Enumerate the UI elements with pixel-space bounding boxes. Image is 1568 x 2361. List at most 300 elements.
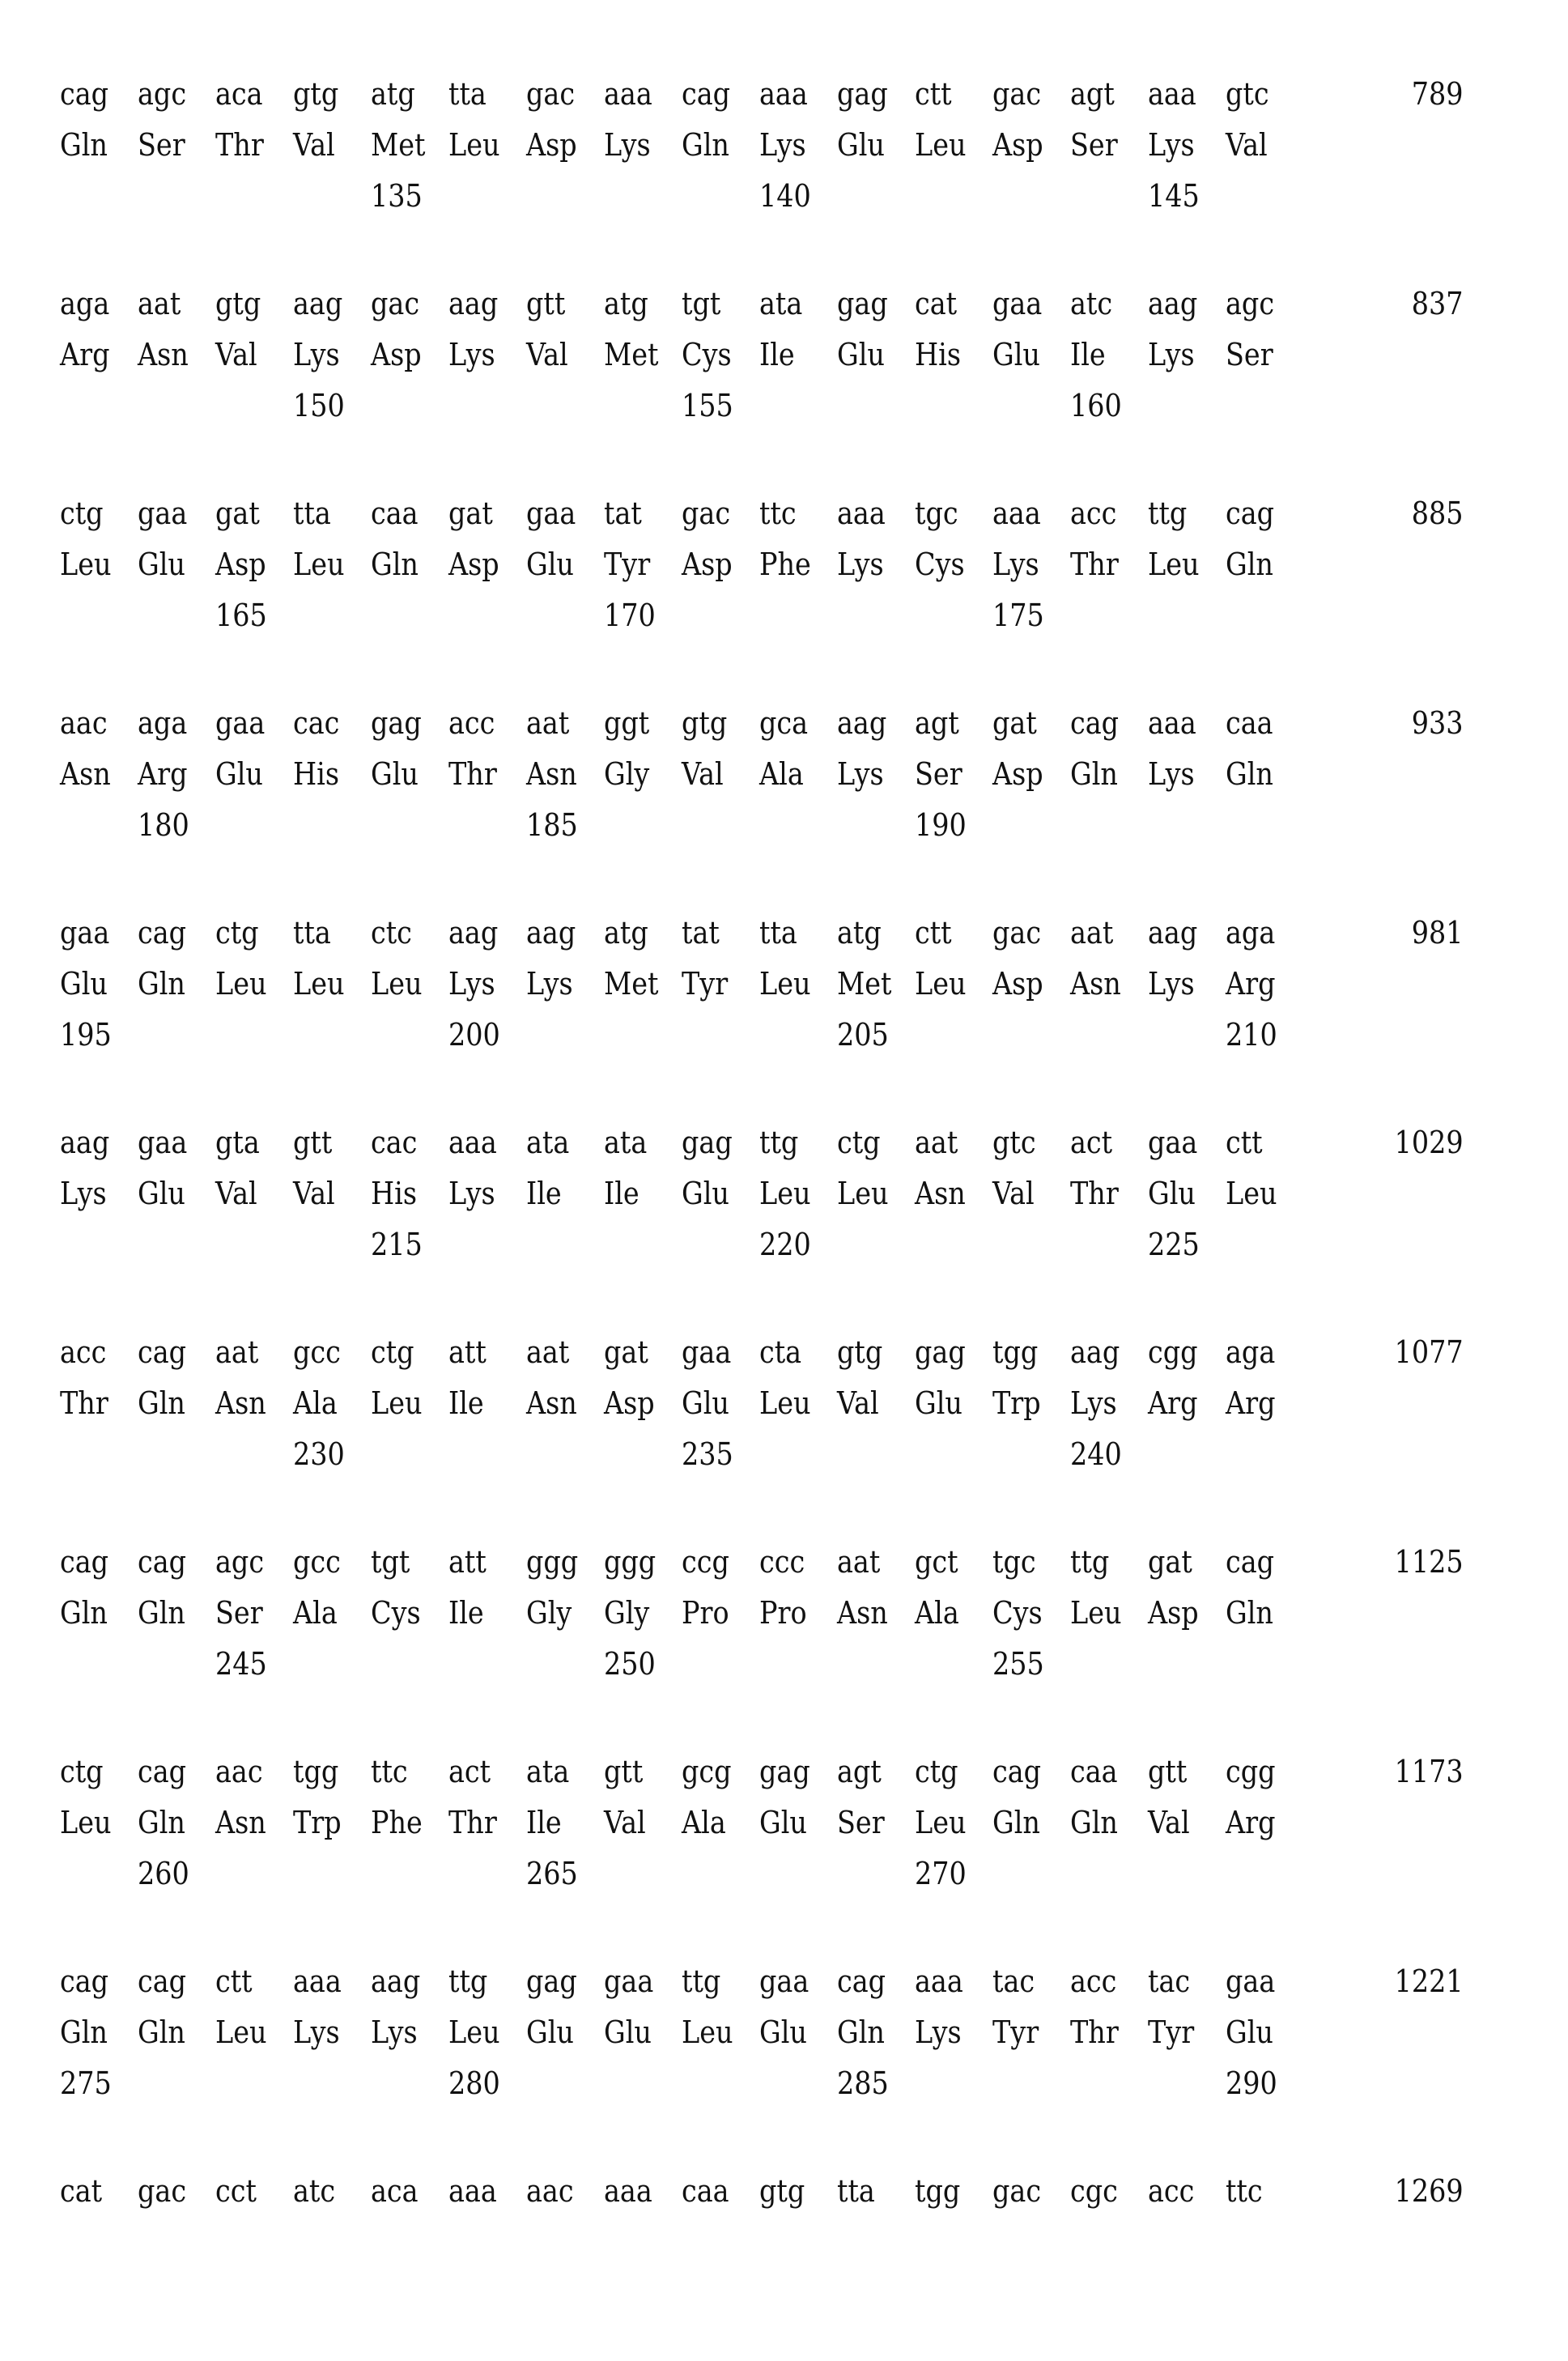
- residue-number: 135: [371, 178, 423, 214]
- codon: aaa: [992, 496, 1041, 531]
- amino-acid: Asp: [1148, 1595, 1199, 1631]
- nucleotide-position: 789: [1412, 76, 1464, 112]
- amino-acid: Asn: [526, 1385, 577, 1421]
- amino-acid: Ser: [1226, 337, 1273, 372]
- amino-acid: Lys: [1148, 966, 1195, 1002]
- codon: ata: [759, 286, 803, 321]
- amino-acid: Met: [604, 966, 659, 1002]
- codon: agt: [1070, 76, 1115, 112]
- amino-acid: Ala: [293, 1595, 338, 1631]
- codon: ctc: [371, 915, 412, 951]
- residue-number: 180: [138, 807, 189, 843]
- codon: cgg: [1148, 1334, 1198, 1370]
- codon: aca: [371, 2173, 419, 2209]
- codon: cag: [60, 1544, 109, 1580]
- codon: gtg: [759, 2173, 805, 2209]
- nucleotide-position: 837: [1412, 286, 1464, 321]
- codon: gag: [915, 1334, 966, 1370]
- codon: gaa: [992, 286, 1043, 321]
- residue-number: 280: [448, 2065, 500, 2101]
- amino-acid: Gln: [1070, 1805, 1118, 1840]
- codon: aca: [215, 76, 263, 112]
- codon: tgg: [293, 1754, 339, 1789]
- codon: cgc: [1070, 2173, 1118, 2209]
- codon: cat: [60, 2173, 103, 2209]
- codon: aat: [526, 1334, 570, 1370]
- codon: gtg: [682, 705, 728, 741]
- codon: gac: [992, 915, 1042, 951]
- codon: gtc: [992, 1125, 1036, 1160]
- codon: atg: [604, 286, 648, 321]
- residue-number: 140: [759, 178, 811, 214]
- amino-acid: Lys: [915, 2014, 962, 2050]
- codon: gag: [837, 286, 888, 321]
- codon: ttc: [1226, 2173, 1263, 2209]
- amino-acid: Leu: [1226, 1176, 1277, 1211]
- amino-acid: Asp: [371, 337, 422, 372]
- codon: acc: [448, 705, 495, 741]
- codon: aga: [1226, 1334, 1276, 1370]
- codon: ctg: [837, 1125, 881, 1160]
- sequence-block: [0, 908, 1568, 1103]
- amino-acid: Val: [604, 1805, 646, 1840]
- codon: gct: [915, 1544, 958, 1580]
- codon: cag: [138, 1754, 187, 1789]
- codon: cag: [992, 1754, 1042, 1789]
- amino-acid: Ile: [1070, 337, 1106, 372]
- amino-acid: Ile: [448, 1595, 484, 1631]
- codon: acc: [1148, 2173, 1195, 2209]
- codon: cag: [682, 76, 731, 112]
- sequence-block: [0, 279, 1568, 474]
- codon: att: [448, 1544, 487, 1580]
- amino-acid: Leu: [293, 966, 345, 1002]
- codon: aat: [526, 705, 570, 741]
- amino-acid: Leu: [915, 1805, 967, 1840]
- residue-number: 210: [1226, 1017, 1277, 1053]
- codon: gca: [759, 705, 809, 741]
- amino-acid: Asn: [526, 756, 577, 792]
- codon: ctg: [60, 496, 104, 531]
- amino-acid: Ser: [837, 1805, 885, 1840]
- codon: aat: [1070, 915, 1114, 951]
- amino-acid: Glu: [1226, 2014, 1273, 2050]
- amino-acid: Tyr: [682, 966, 729, 1002]
- amino-acid: Ser: [215, 1595, 263, 1631]
- amino-acid: Asn: [215, 1385, 266, 1421]
- codon: tta: [293, 496, 331, 531]
- codon: ctt: [915, 76, 952, 112]
- residue-number: 250: [604, 1646, 656, 1682]
- codon: gtc: [1226, 76, 1269, 112]
- amino-acid: Asp: [682, 547, 733, 582]
- codon: ttg: [682, 1963, 721, 1999]
- codon: cat: [915, 286, 958, 321]
- residue-number: 160: [1070, 388, 1122, 423]
- amino-acid: Lys: [1148, 337, 1195, 372]
- codon: act: [1070, 1125, 1113, 1160]
- residue-number: 175: [992, 598, 1044, 633]
- amino-acid: Glu: [759, 2014, 807, 2050]
- codon: tgc: [992, 1544, 1036, 1580]
- codon: aaa: [837, 496, 886, 531]
- amino-acid: Ser: [915, 756, 962, 792]
- nucleotide-position: 1221: [1394, 1963, 1464, 1999]
- amino-acid: Thr: [448, 756, 497, 792]
- residue-number: 165: [215, 598, 267, 633]
- codon: aaa: [293, 1963, 342, 1999]
- amino-acid: Glu: [215, 756, 263, 792]
- sequence-block: [0, 1747, 1568, 1942]
- amino-acid: Val: [293, 1176, 335, 1211]
- amino-acid: His: [293, 756, 340, 792]
- codon: gat: [448, 496, 493, 531]
- amino-acid: Pro: [682, 1595, 729, 1631]
- codon: gag: [526, 1963, 577, 1999]
- codon: gtg: [215, 286, 261, 321]
- codon: aag: [448, 286, 499, 321]
- amino-acid: Gln: [138, 1805, 185, 1840]
- amino-acid: Gly: [604, 1595, 650, 1631]
- codon: aga: [1226, 915, 1276, 951]
- residue-number: 285: [837, 2065, 889, 2101]
- amino-acid: Cys: [682, 337, 732, 372]
- amino-acid: Arg: [1148, 1385, 1198, 1421]
- amino-acid: Gly: [604, 756, 650, 792]
- amino-acid: Glu: [138, 547, 185, 582]
- codon: cac: [371, 1125, 418, 1160]
- residue-number: 290: [1226, 2065, 1277, 2101]
- codon: cgg: [1226, 1754, 1276, 1789]
- codon: cag: [138, 915, 187, 951]
- codon: gac: [682, 496, 731, 531]
- amino-acid: Ile: [759, 337, 795, 372]
- amino-acid: His: [371, 1176, 418, 1211]
- amino-acid: Val: [1226, 127, 1268, 163]
- codon: tgt: [682, 286, 721, 321]
- amino-acid: Asn: [60, 756, 111, 792]
- codon: aat: [215, 1334, 259, 1370]
- nucleotide-position: 981: [1412, 915, 1464, 951]
- codon: aag: [837, 705, 887, 741]
- codon: cag: [1226, 1544, 1275, 1580]
- codon: cag: [1226, 496, 1275, 531]
- codon: acc: [60, 1334, 107, 1370]
- amino-acid: Cys: [371, 1595, 421, 1631]
- codon: aaa: [759, 76, 808, 112]
- amino-acid: Val: [682, 756, 724, 792]
- codon: gag: [371, 705, 422, 741]
- amino-acid: Glu: [526, 547, 574, 582]
- residue-number: 220: [759, 1227, 811, 1262]
- amino-acid: Asn: [138, 337, 189, 372]
- amino-acid: Phe: [759, 547, 811, 582]
- codon: aac: [526, 2173, 574, 2209]
- amino-acid: Lys: [371, 2014, 418, 2050]
- codon: ttg: [759, 1125, 799, 1160]
- codon: cct: [215, 2173, 257, 2209]
- codon: gcc: [293, 1544, 341, 1580]
- codon: ggt: [604, 705, 650, 741]
- codon: gac: [992, 76, 1042, 112]
- codon: atc: [1070, 286, 1113, 321]
- codon: aga: [138, 705, 188, 741]
- codon: gaa: [759, 1963, 809, 1999]
- codon: cag: [837, 1963, 886, 1999]
- amino-acid: Pro: [759, 1595, 807, 1631]
- codon: aag: [1148, 915, 1198, 951]
- codon: ctg: [915, 1754, 958, 1789]
- codon: gaa: [526, 496, 576, 531]
- residue-number: 255: [992, 1646, 1044, 1682]
- amino-acid: Leu: [60, 547, 112, 582]
- nucleotide-position: 1125: [1394, 1544, 1464, 1580]
- amino-acid: Gln: [60, 2014, 108, 2050]
- amino-acid: Asn: [915, 1176, 966, 1211]
- amino-acid: Leu: [448, 127, 500, 163]
- codon: aat: [915, 1125, 958, 1160]
- nucleotide-position: 1173: [1394, 1754, 1464, 1789]
- codon: tgt: [371, 1544, 410, 1580]
- codon: gaa: [60, 915, 110, 951]
- codon: gaa: [138, 496, 188, 531]
- amino-acid: Leu: [837, 1176, 889, 1211]
- amino-acid: Lys: [448, 966, 495, 1002]
- codon: ctg: [215, 915, 259, 951]
- amino-acid: Gln: [60, 127, 108, 163]
- amino-acid: Arg: [1226, 966, 1276, 1002]
- codon: ccg: [682, 1544, 729, 1580]
- codon: aaa: [1148, 705, 1196, 741]
- codon: cag: [138, 1334, 187, 1370]
- codon: cac: [293, 705, 340, 741]
- residue-number: 185: [526, 807, 578, 843]
- residue-number: 215: [371, 1227, 423, 1262]
- codon: ctg: [60, 1754, 104, 1789]
- amino-acid: Thr: [1070, 1176, 1119, 1211]
- amino-acid: Val: [992, 1176, 1035, 1211]
- amino-acid: Lys: [293, 2014, 340, 2050]
- codon: gaa: [138, 1125, 188, 1160]
- amino-acid: Tyr: [992, 2014, 1039, 2050]
- amino-acid: Asp: [526, 127, 577, 163]
- amino-acid: Lys: [992, 547, 1039, 582]
- residue-number: 200: [448, 1017, 500, 1053]
- amino-acid: Leu: [448, 2014, 500, 2050]
- codon: tgg: [915, 2173, 961, 2209]
- residue-number: 235: [682, 1436, 733, 1472]
- amino-acid: Lys: [526, 966, 573, 1002]
- sequence-block: [0, 2167, 1568, 2361]
- amino-acid: Val: [1148, 1805, 1190, 1840]
- amino-acid: Thr: [448, 1805, 497, 1840]
- codon: cag: [138, 1544, 187, 1580]
- codon: tgg: [992, 1334, 1039, 1370]
- codon: acc: [1070, 1963, 1117, 1999]
- residue-number: 245: [215, 1646, 267, 1682]
- amino-acid: Ala: [293, 1385, 338, 1421]
- codon: ctt: [1226, 1125, 1263, 1160]
- codon: aag: [60, 1125, 110, 1160]
- codon: gta: [215, 1125, 260, 1160]
- amino-acid: Thr: [215, 127, 264, 163]
- codon: act: [448, 1754, 491, 1789]
- codon: cag: [138, 1963, 187, 1999]
- residue-number: 265: [526, 1856, 578, 1891]
- amino-acid: Ile: [604, 1176, 640, 1211]
- amino-acid: His: [915, 337, 962, 372]
- sequence-block: [0, 699, 1568, 893]
- amino-acid: Lys: [1148, 756, 1195, 792]
- codon: aga: [60, 286, 110, 321]
- codon: ggg: [526, 1544, 579, 1580]
- codon: aaa: [604, 76, 652, 112]
- codon: caa: [371, 496, 419, 531]
- residue-number: 230: [293, 1436, 345, 1472]
- amino-acid: Ser: [1070, 127, 1118, 163]
- codon: acc: [1070, 496, 1117, 531]
- amino-acid: Val: [526, 337, 568, 372]
- amino-acid: Glu: [138, 1176, 185, 1211]
- amino-acid: Gln: [371, 547, 419, 582]
- codon: tta: [293, 915, 331, 951]
- amino-acid: Leu: [759, 966, 811, 1002]
- codon: gac: [992, 2173, 1042, 2209]
- codon: tgc: [915, 496, 958, 531]
- amino-acid: Val: [837, 1385, 879, 1421]
- amino-acid: Gln: [138, 1385, 185, 1421]
- amino-acid: Gly: [526, 1595, 572, 1631]
- amino-acid: Ile: [526, 1176, 562, 1211]
- amino-acid: Asp: [604, 1385, 655, 1421]
- amino-acid: Lys: [293, 337, 340, 372]
- nucleotide-position: 1269: [1394, 2173, 1464, 2209]
- codon: atg: [837, 915, 882, 951]
- amino-acid: Lys: [604, 127, 651, 163]
- residue-number: 190: [915, 807, 967, 843]
- codon: aat: [837, 1544, 881, 1580]
- codon: atg: [371, 76, 415, 112]
- codon: cag: [1070, 705, 1120, 741]
- amino-acid: Leu: [371, 966, 423, 1002]
- amino-acid: Lys: [837, 547, 884, 582]
- codon: ata: [604, 1125, 648, 1160]
- codon: ctt: [215, 1963, 253, 1999]
- amino-acid: Gln: [682, 127, 729, 163]
- codon: aag: [293, 286, 343, 321]
- codon: aaa: [448, 2173, 497, 2209]
- amino-acid: Glu: [682, 1385, 729, 1421]
- codon: gat: [992, 705, 1037, 741]
- codon: agc: [215, 1544, 265, 1580]
- amino-acid: Glu: [837, 127, 885, 163]
- residue-number: 195: [60, 1017, 112, 1053]
- codon: att: [448, 1334, 487, 1370]
- amino-acid: Leu: [371, 1385, 423, 1421]
- amino-acid: Lys: [1148, 127, 1195, 163]
- codon: gcg: [682, 1754, 732, 1789]
- amino-acid: Gln: [1226, 756, 1273, 792]
- amino-acid: Leu: [60, 1805, 112, 1840]
- codon: tta: [759, 915, 797, 951]
- codon: gac: [526, 76, 576, 112]
- codon: gtg: [293, 76, 339, 112]
- amino-acid: Gln: [1226, 547, 1273, 582]
- amino-acid: Lys: [60, 1176, 107, 1211]
- nucleotide-position: 1077: [1394, 1334, 1464, 1370]
- amino-acid: Gln: [1070, 756, 1118, 792]
- codon: ata: [526, 1125, 570, 1160]
- sequence-block: [0, 1957, 1568, 2151]
- amino-acid: Lys: [448, 337, 495, 372]
- amino-acid: Asp: [992, 756, 1043, 792]
- residue-number: 275: [60, 2065, 112, 2101]
- codon: aag: [526, 915, 576, 951]
- amino-acid: Leu: [759, 1385, 811, 1421]
- amino-acid: Asp: [992, 966, 1043, 1002]
- amino-acid: Lys: [837, 756, 884, 792]
- residue-number: 260: [138, 1856, 189, 1891]
- codon: ccc: [759, 1544, 805, 1580]
- amino-acid: Glu: [371, 756, 419, 792]
- amino-acid: Asp: [992, 127, 1043, 163]
- codon: gat: [1148, 1544, 1192, 1580]
- codon: tat: [682, 915, 720, 951]
- amino-acid: Asn: [215, 1805, 266, 1840]
- codon: caa: [1226, 705, 1273, 741]
- codon: gaa: [1226, 1963, 1276, 1999]
- codon: gtt: [604, 1754, 644, 1789]
- amino-acid: Gln: [138, 2014, 185, 2050]
- amino-acid: Gln: [138, 966, 185, 1002]
- codon: cta: [759, 1334, 802, 1370]
- codon: gat: [215, 496, 260, 531]
- codon: gac: [138, 2173, 187, 2209]
- amino-acid: Ile: [448, 1385, 484, 1421]
- amino-acid: Lys: [759, 127, 806, 163]
- codon: gcc: [293, 1334, 341, 1370]
- amino-acid: Ala: [682, 1805, 726, 1840]
- amino-acid: Glu: [759, 1805, 807, 1840]
- amino-acid: Met: [837, 966, 892, 1002]
- codon: aag: [448, 915, 499, 951]
- codon: ttg: [1070, 1544, 1110, 1580]
- amino-acid: Ser: [138, 127, 185, 163]
- codon: gag: [759, 1754, 810, 1789]
- amino-acid: Glu: [682, 1176, 729, 1211]
- amino-acid: Leu: [1070, 1595, 1122, 1631]
- residue-number: 240: [1070, 1436, 1122, 1472]
- amino-acid: Val: [215, 1176, 257, 1211]
- amino-acid: Ala: [915, 1595, 959, 1631]
- codon: agc: [1226, 286, 1275, 321]
- codon: gac: [371, 286, 420, 321]
- amino-acid: Trp: [992, 1385, 1041, 1421]
- amino-acid: Leu: [215, 2014, 267, 2050]
- codon: aaa: [915, 1963, 963, 1999]
- amino-acid: Phe: [371, 1805, 423, 1840]
- amino-acid: Gln: [138, 1595, 185, 1631]
- residue-number: 270: [915, 1856, 967, 1891]
- amino-acid: Ala: [759, 756, 804, 792]
- codon: gat: [604, 1334, 648, 1370]
- codon: gag: [682, 1125, 733, 1160]
- codon: gtg: [837, 1334, 883, 1370]
- codon: aaa: [1148, 76, 1196, 112]
- amino-acid: Asn: [837, 1595, 888, 1631]
- residue-number: 145: [1148, 178, 1200, 214]
- amino-acid: Val: [215, 337, 257, 372]
